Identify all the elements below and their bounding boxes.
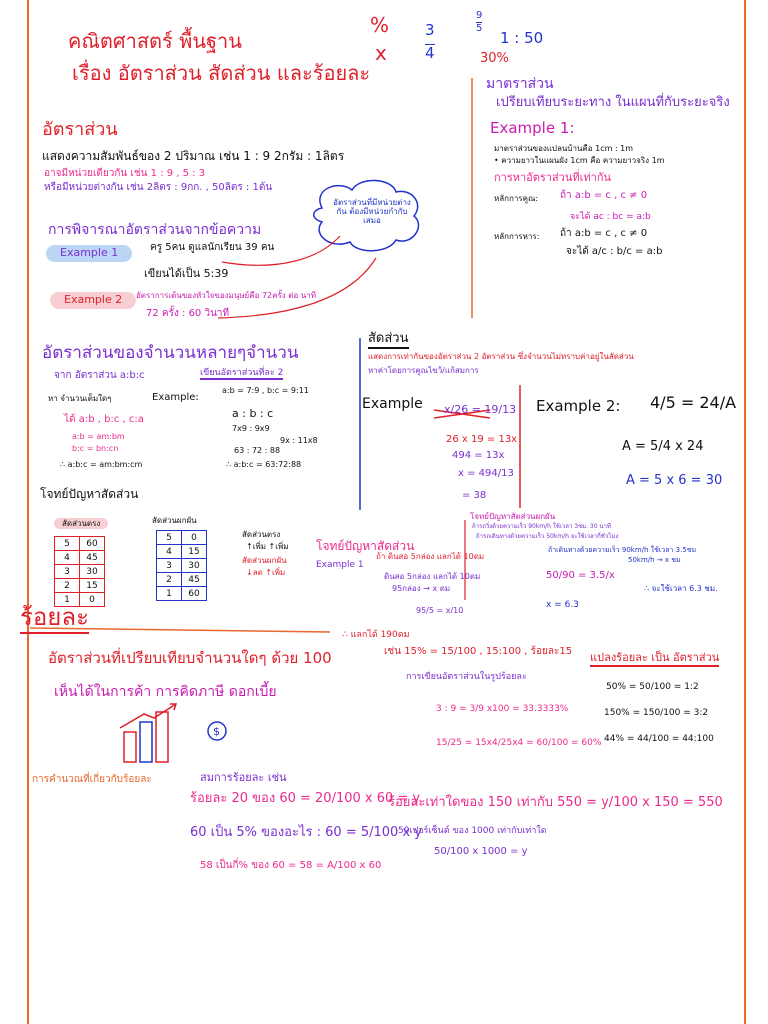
proportion-w1: 26 x 19 = 13x: [446, 434, 518, 445]
div-label: หลักการหาร:: [494, 232, 540, 241]
example1-answer: เขียนได้เป็น 5:39: [144, 267, 229, 280]
percent-wr2: 15/25 = 15x4/25x4 = 60/100 = 60%: [436, 738, 602, 748]
wordprob-l1: ถ้า ดินสอ 5กล่อง แลกได้ 10ดม: [376, 552, 485, 561]
wordprob-r3: ถ้าเดินทางด้วยความเร็ว 90km/h ใช้เวลา 3.5ชม: [548, 546, 697, 554]
percent-conv: แปลงร้อยละ เป็น อัตราส่วน: [590, 652, 719, 667]
multi-hint: หา จำนวนเต็มใดๆ: [48, 394, 112, 403]
multi-l2: b:c = bn:cn: [72, 444, 119, 453]
table-row: [157, 559, 207, 573]
wordprob-r6: x = 6.3: [546, 600, 579, 610]
percent-eq6: 50/100 x 1000 = y: [434, 846, 528, 857]
wordprob-l3: 95กล่อง → x ดม: [392, 584, 451, 593]
percent-def: อัตราส่วนที่เปรียบเทียบจำนวนใดๆ ด้วย 100: [48, 649, 332, 667]
table-row: [55, 537, 105, 551]
example1-text: ครู 5คน ดูแลนักเรียน 39 คน: [150, 242, 275, 253]
wordprob-heading: โจทย์ปัญหาสัดส่วน: [316, 539, 415, 553]
corner-percent: 30%: [480, 51, 509, 66]
percent-write: การเขียนอัตราส่วนในรูปร้อยละ: [406, 672, 527, 682]
example2-answer: 72 ครั้ง : 60 วินาที: [146, 308, 230, 319]
bar-chart-arrow-icon: [118, 702, 188, 764]
multi-r2: 9x : 11x8: [280, 436, 318, 445]
wordprob-r4: 50km/h → x ชม: [628, 556, 681, 564]
proportion-w2: 494 = 13x: [452, 450, 505, 461]
inverse-table: [156, 530, 207, 601]
percent-eq4: ร้อยละเท่าใดของ 150 เท่ากับ 550 = y/100 x 150 = 550: [388, 795, 723, 810]
cell: 1: [55, 593, 80, 607]
multi-note: เขียนอัตราส่วนที่ละ 2: [200, 368, 283, 380]
multi-r-head: a : b : c: [232, 407, 274, 420]
multi-l1: a:b = am:bm: [72, 432, 125, 441]
percent-sign: %: [370, 13, 390, 37]
cell: 60: [80, 537, 105, 551]
example1-label: Example 1: [46, 245, 132, 262]
multi-given: ได้ a:b , b:c , c:a: [64, 414, 144, 425]
cell: 15: [80, 579, 105, 593]
wordprob-r2: ถ้ารถเดินทางด้วยความเร็ว 50km/h จะใช้เวลากี่ชั่วโมง: [476, 533, 619, 540]
mul-label: หลักการคูณ:: [494, 194, 539, 203]
proportion-heading: สัดส่วน: [368, 332, 409, 349]
cell: 3: [157, 559, 182, 573]
ratio-line-3: หรือมีหน่วยต่างกัน เช่น 2ลิตร : 9กก. , 50ลิตร : 1ต้น: [44, 182, 273, 193]
multi-sub: จาก อัตราส่วน a:b:c: [54, 370, 145, 381]
mul-rule: ถ้า a:b = c , c ≠ 0: [560, 190, 648, 201]
wordprob-r5: 50/90 = 3.5/x: [546, 570, 615, 581]
ratio-heading: อัตราส่วน: [42, 119, 118, 140]
proportion-w4: = 38: [462, 490, 487, 501]
proportion-ex-eq: x/26 = 19/13: [444, 403, 517, 416]
proportion-ex2-label: Example 2:: [536, 397, 621, 415]
direct-table: [54, 536, 105, 607]
scale-line-1: เปรียบเทียบระยะทาง ในแผนที่กับระยะจริง: [496, 95, 730, 110]
multi-r1: 7x9 : 9x9: [232, 424, 270, 433]
arrow-ex2: [218, 258, 376, 318]
side-direct: สัดส่วนตรง: [242, 530, 281, 539]
table-row: [157, 531, 207, 545]
ratio-consider: การพิจารณาอัตราส่วนจากข้อความ: [48, 222, 262, 238]
cell: 45: [182, 573, 207, 587]
title-line-1: คณิตศาสตร์ พื้นฐาน: [68, 29, 242, 53]
wordprob-r-heading: โจทย์ปัญหาสัดส่วนผกผัน: [470, 512, 556, 521]
problems-heading: โจทย์ปัญหาสัดส่วน: [40, 487, 139, 501]
table-row: [55, 551, 105, 565]
inverse-label: สัดส่วนผกผัน: [152, 516, 197, 525]
scale-example-line-2: • ความยาวในแผนผัง 1cm คือ ความยาวจริง 1m: [494, 156, 665, 165]
percent-calc: การคำนวณที่เกี่ยวกับร้อยละ: [32, 774, 152, 785]
cell: 60: [182, 587, 207, 601]
cell: 0: [182, 531, 207, 545]
percent-eq-head: สมการร้อยละ เช่น: [200, 771, 287, 784]
times-sign: x: [375, 41, 387, 65]
percent-heading: ร้อยละ: [20, 604, 89, 634]
percent-uses: เห็นได้ในการค้า การคิดภาษี ดอกเบี้ย: [54, 684, 277, 700]
side-inverse-arrows: ↓ลด ↑เพิ่ม: [246, 568, 286, 577]
cell: 4: [157, 545, 182, 559]
percent-c2: 150% = 150/100 = 3:2: [604, 708, 709, 718]
cell: 2: [55, 579, 80, 593]
percent-eq5: 50เปอร์เซ็นต์ ของ 1000 เท่ากับเท่าใด: [398, 826, 547, 836]
ratio-bubble: อัตราส่วนที่มีหน่วยต่างกัน ต้องมีหน่วยกำกับเสมอ: [333, 198, 411, 226]
cell: 30: [182, 559, 207, 573]
proportion-w3: x = 494/13: [458, 468, 514, 479]
ratio-line-2: อาจมีหน่วยเดียวกัน เช่น 1 : 9 , 5 : 3: [44, 168, 206, 179]
percent-c1: 50% = 50/100 = 1:2: [606, 682, 699, 692]
div-rule: ถ้า a:b = c , c ≠ 0: [560, 228, 648, 239]
table-row: [157, 587, 207, 601]
multi-ex-label: Example:: [152, 392, 199, 403]
title-line-2: เรื่อง อัตราส่วน สัดส่วน และร้อยละ: [72, 61, 371, 85]
wordprob-f2: ∴ แลกได้ 190ดม: [342, 630, 410, 640]
scale-example-line-1: มาตราส่วนของแปลนบ้านคือ 1cm : 1m: [494, 144, 634, 153]
percent-example: เช่น 15% = 15/100 , 15:100 , ร้อยละ15: [384, 646, 573, 657]
cell: 5: [157, 531, 182, 545]
percent-eq1: ร้อยละ 20 ของ 60 = 20/100 x 60 = y: [190, 791, 421, 806]
corner-frac2-bot: 5: [476, 23, 483, 34]
wordprob-r7: ∴ จะใช้เวลา 6.3 ชม.: [644, 584, 718, 593]
multi-r3: 63 : 72 : 88: [234, 446, 281, 455]
scale-heading: มาตราส่วน: [486, 76, 554, 92]
dollar-coin-icon: [206, 720, 228, 742]
corner-frac-top: 3: [425, 21, 435, 39]
example2-text: อัตราการเต้นของหัวใจของมนุษย์คือ 72ครั้ง ต่อ นาที: [136, 291, 316, 300]
mul-result: จะได้ ac : bc = a:b: [570, 212, 651, 222]
scale-example-label: Example 1:: [490, 119, 575, 137]
multi-heading: อัตราส่วนของจำนวนหลายๆจำนวน: [42, 343, 299, 363]
proportion-line-2: หาค่าโดยการคูณไขว้/แก้สมการ: [368, 366, 479, 375]
multi-r4: ∴ a:b:c = 63:72:88: [226, 460, 302, 469]
percent-c3: 44% = 44/100 = 44:100: [604, 734, 714, 744]
cell: 2: [157, 573, 182, 587]
cell: 1: [157, 587, 182, 601]
example2-label: Example 2: [50, 292, 136, 309]
table-row: [55, 565, 105, 579]
proportion-ex2-w1: A = 5/4 x 24: [622, 439, 704, 454]
wordprob-ex-label: Example 1: [316, 560, 364, 570]
cell: 0: [80, 593, 105, 607]
corner-frac-bot: 4: [425, 44, 435, 62]
table-row: [55, 579, 105, 593]
cell: 4: [55, 551, 80, 565]
wordprob-f1: 95/5 = x/10: [416, 606, 464, 615]
percent-eq2: 60 เป็น 5% ของอะไร : 60 = 5/100 x y: [190, 825, 422, 840]
cell: 3: [55, 565, 80, 579]
cell: 15: [182, 545, 207, 559]
scale-equal-heading: การหาอัตราส่วนที่เท่ากัน: [494, 171, 612, 184]
cell: 30: [80, 565, 105, 579]
side-inverse: สัดส่วนผกผัน: [242, 556, 287, 565]
percent-wr1: 3 : 9 = 3/9 x100 = 33.3333%: [436, 704, 569, 714]
percent-eq3: 58 เป็นกี่% ของ 60 = 58 = A/100 x 60: [200, 860, 382, 871]
corner-ratio: 1 : 50: [500, 29, 544, 47]
ratio-line-1: แสดงความสัมพันธ์ของ 2 ปริมาณ เช่น 1 : 9 2กรัม : 1ลิตร: [42, 149, 345, 163]
cell: 45: [80, 551, 105, 565]
svg-text:$: $: [213, 725, 220, 738]
cell: 5: [55, 537, 80, 551]
wordprob-l2: ดินสอ 5กล่อง แลกได้ 10ดม: [384, 572, 481, 581]
proportion-ex2-w2: A = 5 x 6 = 30: [626, 473, 723, 488]
side-direct-arrows: ↑เพิ่ม ↑เพิ่ม: [246, 542, 289, 551]
div-result: จะได้ a/c : b/c = a:b: [566, 246, 663, 257]
wordprob-r1: ถ้ารถวิ่งด้วยความเร็ว 90km/h ใช้เวลา 3ชม. 30 นาที: [472, 523, 611, 530]
multi-ex-given: a:b = 7:9 , b:c = 9:11: [222, 386, 309, 395]
proportion-ex-label: Example: [362, 396, 423, 412]
corner-frac2-top: 9: [476, 10, 483, 21]
multi-result: ∴ a:b:c = am:bm:cm: [60, 460, 143, 469]
table-row: [157, 545, 207, 559]
table-row: [157, 573, 207, 587]
proportion-line-1: แสดงการเท่ากันของอัตราส่วน 2 อัตราส่วน ซึ่งจำนวนไม่ทราบค่าอยู่ในสัดส่วน: [368, 352, 634, 361]
direct-label: สัดส่วนตรง: [54, 518, 108, 529]
proportion-ex2-eq: 4/5 = 24/A: [650, 393, 737, 412]
